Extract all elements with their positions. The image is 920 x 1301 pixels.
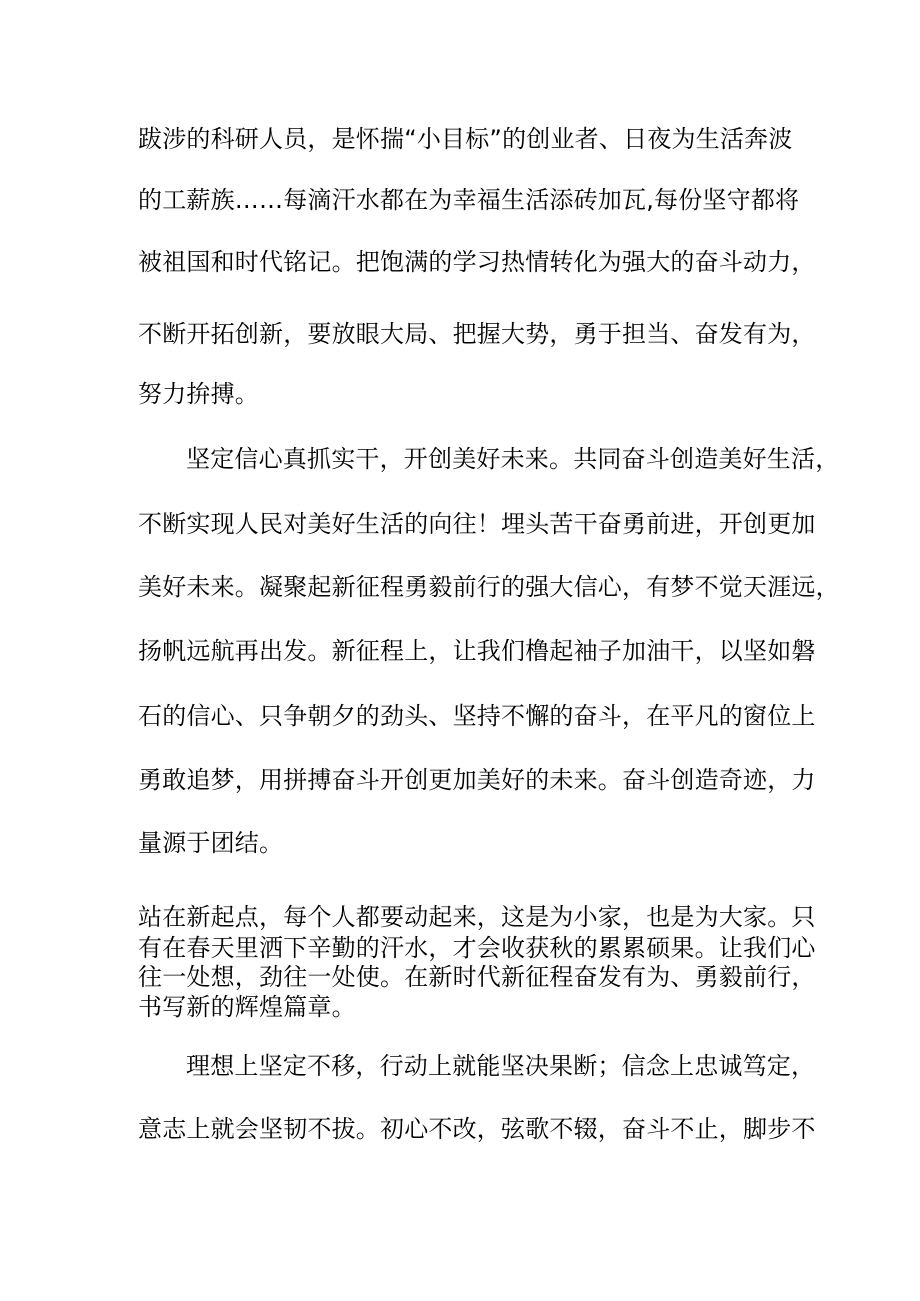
text-line: 勇敢追梦，用拼搏奋斗开创更加美好的未来。奋斗创造奇迹，力 [138,766,816,794]
text-line: 美好未来。凝聚起新征程勇毅前行的强大信心，有梦不觉天涯远， [138,573,840,601]
text-line: 不断开拓创新，要放眼大局、把握大势，勇于担当、奋发有为， [138,320,816,348]
text-line: 不断实现人民对美好生活的向往！埋头苦干奋勇前进，开创更加 [138,510,816,538]
text-line: 跋涉的科研人员，是怀揣“小目标”的创业者、日夜为生活奔波 [138,125,793,153]
paragraph-first-line: 坚定信心真抓实干，开创美好未来。共同奋斗创造美好生活， [186,445,840,473]
text-line: 被祖国和时代铭记。把饱满的学习热情转化为强大的奋斗动力， [138,248,816,276]
text-line: 往一处想，劲往一处使。在新时代新征程奋发有为、勇毅前行， [138,963,816,991]
text-line: 石的信心、只争朝夕的劲头、坚持不懈的奋斗，在平凡的窗位上 [138,702,816,730]
text-line: 的工薪族……每滴汗水都在为幸福生活添砖加瓦,每份坚守都将 [138,186,800,214]
text-line: 书写新的辉煌篇章。 [138,993,356,1021]
text-line: 站在新起点，每个人都要动起来，这是为小家，也是为大家。只 [138,903,816,931]
text-line: 扬帆远航再出发。新征程上，让我们橹起袖子加油干，以坚如磐 [138,637,816,665]
text-line: 意志上就会坚韧不拔。初心不改，弦歌不辍，奋斗不止，脚步不 [138,1115,816,1143]
text-line: 有在春天里洒下辛勤的汗水，才会收获秋的累累硕果。让我们心 [138,934,816,962]
text-line: 量源于团结。 [138,829,284,857]
paragraph-first-line: 理想上坚定不移，行动上就能坚决果断；信念上忠诚笃定， [186,1052,816,1080]
text-line: 努力拚搏。 [138,380,259,408]
